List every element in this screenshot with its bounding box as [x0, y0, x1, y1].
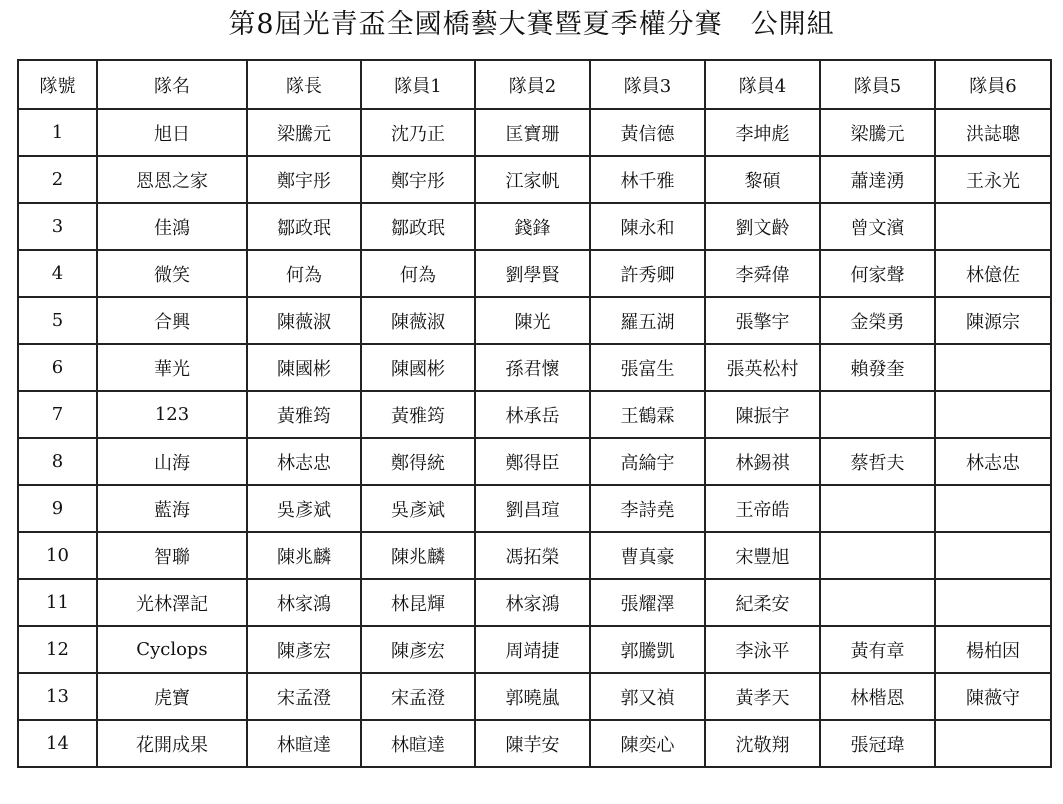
cell-member-4: 陳振宇 [705, 391, 820, 438]
column-header-team-name: 隊名 [97, 60, 247, 109]
cell-captain: 陳兆麟 [247, 532, 361, 579]
cell-member-2: 錢鋒 [475, 203, 590, 250]
cell-member-6 [935, 579, 1051, 626]
cell-member-2: 周靖捷 [475, 626, 590, 673]
cell-member-3: 李詩堯 [590, 485, 705, 532]
cell-team-name: 合興 [97, 297, 247, 344]
cell-member-6: 洪誌聰 [935, 109, 1051, 156]
cell-team-number: 14 [18, 720, 97, 767]
cell-member-5: 賴發奎 [820, 344, 935, 391]
cell-member-2: 劉學賢 [475, 250, 590, 297]
cell-member-4: 李坤彪 [705, 109, 820, 156]
cell-member-2: 郭曉嵐 [475, 673, 590, 720]
cell-member-4: 黃孝天 [705, 673, 820, 720]
table-row [18, 532, 1051, 579]
column-header-member-2: 隊員2 [475, 60, 590, 109]
cell-member-3: 羅五湖 [590, 297, 705, 344]
cell-team-name: 智聯 [97, 532, 247, 579]
cell-team-number: 7 [18, 391, 97, 438]
cell-team-name: 光林澤記 [97, 579, 247, 626]
cell-member-4: 紀柔安 [705, 579, 820, 626]
table-row [18, 626, 1051, 673]
cell-member-1: 林昆輝 [361, 579, 475, 626]
cell-team-name: 山海 [97, 438, 247, 485]
table-row [18, 391, 1051, 438]
cell-member-5 [820, 532, 935, 579]
cell-team-number: 12 [18, 626, 97, 673]
cell-member-5: 林楷恩 [820, 673, 935, 720]
cell-member-4: 沈敬翔 [705, 720, 820, 767]
cell-captain: 鄭宇彤 [247, 156, 361, 203]
table-row [18, 673, 1051, 720]
cell-member-5: 曾文濱 [820, 203, 935, 250]
cell-captain: 梁騰元 [247, 109, 361, 156]
cell-member-1: 陳兆麟 [361, 532, 475, 579]
cell-team-number: 13 [18, 673, 97, 720]
cell-member-5: 梁騰元 [820, 109, 935, 156]
cell-member-3: 曹真豪 [590, 532, 705, 579]
cell-member-6 [935, 532, 1051, 579]
cell-member-2: 劉昌瑄 [475, 485, 590, 532]
cell-member-6: 陳薇守 [935, 673, 1051, 720]
cell-captain: 黃雅筠 [247, 391, 361, 438]
cell-member-2: 林承岳 [475, 391, 590, 438]
table-row [18, 297, 1051, 344]
cell-member-5: 蕭達湧 [820, 156, 935, 203]
cell-member-4: 黎碩 [705, 156, 820, 203]
cell-member-1: 陳國彬 [361, 344, 475, 391]
cell-team-number: 6 [18, 344, 97, 391]
cell-team-name: 藍海 [97, 485, 247, 532]
cell-member-6: 林志忠 [935, 438, 1051, 485]
column-header-member-4: 隊員4 [705, 60, 820, 109]
cell-member-2: 陳光 [475, 297, 590, 344]
cell-member-6: 王永光 [935, 156, 1051, 203]
cell-member-3: 張富生 [590, 344, 705, 391]
cell-captain: 何為 [247, 250, 361, 297]
table-row [18, 344, 1051, 391]
cell-member-5: 張冠瑋 [820, 720, 935, 767]
cell-member-3: 許秀卿 [590, 250, 705, 297]
cell-member-6: 楊柏因 [935, 626, 1051, 673]
cell-member-4: 李舜偉 [705, 250, 820, 297]
cell-team-number: 1 [18, 109, 97, 156]
cell-captain: 林暄達 [247, 720, 361, 767]
column-header-member-1: 隊員1 [361, 60, 475, 109]
cell-member-5: 金榮勇 [820, 297, 935, 344]
cell-member-2: 孫君懷 [475, 344, 590, 391]
cell-member-1: 鄒政珉 [361, 203, 475, 250]
cell-member-2: 匡寶珊 [475, 109, 590, 156]
cell-member-2: 江家帆 [475, 156, 590, 203]
cell-team-number: 8 [18, 438, 97, 485]
cell-member-3: 黃信德 [590, 109, 705, 156]
cell-member-2: 鄭得臣 [475, 438, 590, 485]
cell-team-name: 微笑 [97, 250, 247, 297]
cell-member-5: 黃有章 [820, 626, 935, 673]
table-row [18, 203, 1051, 250]
cell-member-2: 陳芋安 [475, 720, 590, 767]
header-row [18, 60, 1051, 109]
cell-member-6: 陳源宗 [935, 297, 1051, 344]
cell-member-3: 郭騰凱 [590, 626, 705, 673]
cell-captain: 宋孟澄 [247, 673, 361, 720]
cell-member-4: 林錫祺 [705, 438, 820, 485]
cell-member-3: 陳永和 [590, 203, 705, 250]
table-row [18, 485, 1051, 532]
cell-member-1: 鄭得統 [361, 438, 475, 485]
cell-team-number: 2 [18, 156, 97, 203]
cell-member-5 [820, 391, 935, 438]
cell-team-name: 恩恩之家 [97, 156, 247, 203]
column-header-captain: 隊長 [247, 60, 361, 109]
cell-member-6 [935, 344, 1051, 391]
cell-member-5: 何家聲 [820, 250, 935, 297]
cell-member-4: 李泳平 [705, 626, 820, 673]
cell-member-6 [935, 203, 1051, 250]
cell-member-4: 王帝皓 [705, 485, 820, 532]
cell-member-1: 陳彥宏 [361, 626, 475, 673]
cell-member-5 [820, 485, 935, 532]
cell-member-4: 張擎宇 [705, 297, 820, 344]
table-row [18, 156, 1051, 203]
cell-captain: 陳國彬 [247, 344, 361, 391]
cell-member-3: 郭又禎 [590, 673, 705, 720]
cell-member-2: 馮拓榮 [475, 532, 590, 579]
cell-member-6 [935, 485, 1051, 532]
column-header-team-number: 隊號 [18, 60, 97, 109]
column-header-member-6: 隊員6 [935, 60, 1051, 109]
column-header-member-3: 隊員3 [590, 60, 705, 109]
cell-team-name: 花開成果 [97, 720, 247, 767]
table-body [18, 109, 1051, 767]
cell-captain: 林家鴻 [247, 579, 361, 626]
cell-member-4: 劉文齡 [705, 203, 820, 250]
cell-member-1: 宋孟澄 [361, 673, 475, 720]
cell-member-1: 鄭宇彤 [361, 156, 475, 203]
cell-member-5: 蔡哲夫 [820, 438, 935, 485]
cell-captain: 林志忠 [247, 438, 361, 485]
cell-member-6: 林億佐 [935, 250, 1051, 297]
cell-team-number: 11 [18, 579, 97, 626]
cell-team-name: 佳鴻 [97, 203, 247, 250]
table-row [18, 438, 1051, 485]
cell-team-number: 9 [18, 485, 97, 532]
cell-member-1: 何為 [361, 250, 475, 297]
cell-member-1: 林暄達 [361, 720, 475, 767]
cell-team-number: 5 [18, 297, 97, 344]
page-title: 第8屆光青盃全國橋藝大賽暨夏季權分賽 公開組 [228, 9, 835, 40]
cell-member-1: 吳彥斌 [361, 485, 475, 532]
cell-member-3: 陳奕心 [590, 720, 705, 767]
cell-team-number: 10 [18, 532, 97, 579]
cell-team-name: 旭日 [97, 109, 247, 156]
table-header [18, 60, 1051, 109]
table-row [18, 250, 1051, 297]
cell-member-4: 張英松村 [705, 344, 820, 391]
cell-member-3: 張耀澤 [590, 579, 705, 626]
cell-captain: 陳薇淑 [247, 297, 361, 344]
cell-captain: 陳彥宏 [247, 626, 361, 673]
cell-team-name: 虎寶 [97, 673, 247, 720]
cell-member-1: 陳薇淑 [361, 297, 475, 344]
table-row [18, 720, 1051, 767]
cell-team-number: 3 [18, 203, 97, 250]
cell-member-3: 王鶴霖 [590, 391, 705, 438]
cell-captain: 鄒政珉 [247, 203, 361, 250]
table-row [18, 579, 1051, 626]
cell-member-1: 黃雅筠 [361, 391, 475, 438]
cell-team-name: 123 [97, 391, 247, 438]
team-roster-table [17, 59, 1052, 768]
cell-member-6 [935, 720, 1051, 767]
cell-member-3: 高綸宇 [590, 438, 705, 485]
cell-member-4: 宋豐旭 [705, 532, 820, 579]
cell-member-6 [935, 391, 1051, 438]
cell-member-1: 沈乃正 [361, 109, 475, 156]
cell-team-name: 華光 [97, 344, 247, 391]
cell-member-5 [820, 579, 935, 626]
table-row [18, 109, 1051, 156]
cell-captain: 吳彥斌 [247, 485, 361, 532]
cell-team-name: Cyclops [97, 626, 247, 673]
cell-member-3: 林千雅 [590, 156, 705, 203]
cell-team-number: 4 [18, 250, 97, 297]
column-header-member-5: 隊員5 [820, 60, 935, 109]
cell-member-2: 林家鴻 [475, 579, 590, 626]
